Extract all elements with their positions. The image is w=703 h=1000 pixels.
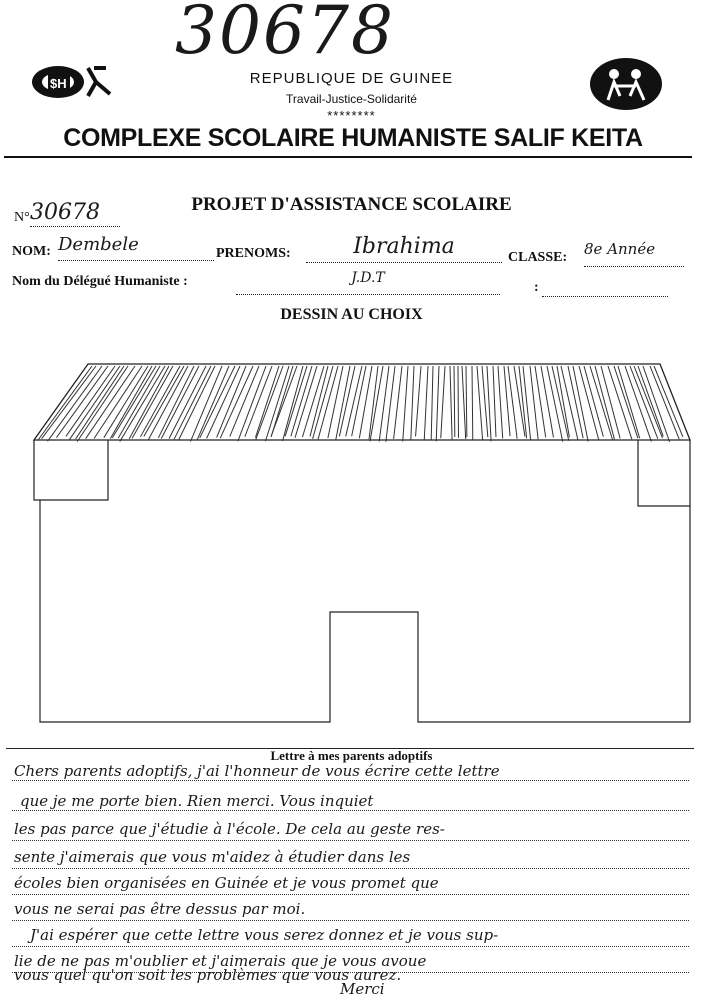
roof-stroke xyxy=(477,366,483,440)
roof-stroke xyxy=(482,366,488,437)
letter-line: J'ai espérer que cette lettre vous serez donnez et je vous sup- xyxy=(30,926,499,944)
roof-stroke xyxy=(454,366,455,437)
roof-stroke xyxy=(39,366,92,439)
roof-stroke xyxy=(190,366,222,442)
roof-stroke xyxy=(411,366,414,440)
ruled-line xyxy=(12,780,689,781)
roof-stroke xyxy=(403,366,408,441)
roof-stroke xyxy=(579,366,599,440)
delegue-field: J.D.T xyxy=(236,270,500,295)
roof-stroke xyxy=(120,366,165,442)
school-name: COMPLEXE SCOLAIRE HUMANISTE SALIF KEITA xyxy=(63,124,643,152)
roof-stroke xyxy=(118,366,160,438)
roof-stroke xyxy=(436,366,439,441)
roof-stroke xyxy=(291,366,312,436)
roof-stroke xyxy=(217,366,246,438)
republic-title: REPUBLIQUE DE GUINEE xyxy=(249,70,454,87)
ruled-line xyxy=(12,868,689,869)
roof-stroke xyxy=(424,366,428,440)
letter-line: lie de ne pas m'oublier et j'aimerais que je vous avoue xyxy=(14,952,427,970)
roof-stroke xyxy=(541,366,553,437)
roof-stroke xyxy=(458,366,459,438)
roof-stroke xyxy=(519,366,527,438)
project-title: PROJET D'ASSISTANCE SCOLAIRE xyxy=(191,194,512,215)
letter-line: sente j'aimerais que vous m'aidez à étudier dans les xyxy=(14,848,411,866)
roof-stroke xyxy=(431,366,433,441)
roof-stroke xyxy=(498,366,503,438)
letter-line: vous ne serai pas être dessus par moi. xyxy=(14,900,306,918)
prenoms-label: PRENOMS: xyxy=(216,246,291,261)
letter-title: Lettre à mes parents adoptifs xyxy=(270,748,433,763)
ruled-line xyxy=(12,920,689,921)
ruled-line xyxy=(12,894,689,895)
roof-stroke xyxy=(472,366,473,440)
roof-stroke xyxy=(207,366,240,438)
prenoms-field: Ibrahima xyxy=(306,234,502,263)
roof-stroke xyxy=(66,366,115,436)
roof-stroke xyxy=(230,366,259,437)
roof-stroke xyxy=(245,366,272,437)
roof-stroke xyxy=(493,366,496,437)
motto: Travail-Justice-Solidarité xyxy=(286,92,417,106)
delegue-label: Nom du Délégué Humaniste : xyxy=(12,274,188,289)
letter-line: que je me porte bien. Rien merci. Vous inquiet xyxy=(20,792,374,810)
number-label: N° xyxy=(14,210,30,225)
classe-field: 8e Année xyxy=(584,240,684,267)
roof-stroke xyxy=(285,366,307,436)
roof-stroke xyxy=(462,366,466,439)
number-field: 30678 xyxy=(30,200,120,227)
roof-stroke xyxy=(42,366,96,439)
roof-stroke xyxy=(466,366,467,437)
roof-stroke xyxy=(238,366,266,441)
letter-line: vous quel qu'on soit les problèmes que vous aurez. xyxy=(14,966,402,984)
nom-field: Dembele xyxy=(58,234,214,261)
letter-line: Merci xyxy=(340,980,385,998)
drawing-title: DESSIN AU CHOIX xyxy=(280,306,423,323)
letter-line: Chers parents adoptifs, j'ai l'honneur de vous écrire cette lettre xyxy=(14,762,500,780)
letter-line: les pas parce que j'étudie à l'école. De cela au geste res- xyxy=(14,820,445,838)
roof-stroke xyxy=(178,366,215,441)
classe-label: CLASSE: xyxy=(508,250,568,265)
ruled-line xyxy=(12,840,689,841)
letter-line: écoles bien organisées en Guinée et je vous promet que xyxy=(14,874,439,892)
roof-stroke xyxy=(77,366,128,442)
ruled-line xyxy=(12,946,689,947)
nom-label: NOM: xyxy=(12,244,51,259)
roof-stroke xyxy=(339,366,355,436)
svg-text:$H: $H xyxy=(50,76,67,91)
ruled-line xyxy=(12,810,689,811)
roof-stroke xyxy=(169,366,206,439)
roof-stroke xyxy=(441,366,445,438)
roof-stroke xyxy=(416,366,421,436)
roof-stroke xyxy=(638,366,663,436)
roof-stroke xyxy=(394,366,402,439)
stamp-number: 30678 xyxy=(175,0,395,69)
roof-stroke xyxy=(450,366,452,440)
stars: ******** xyxy=(327,108,376,123)
roof-stroke xyxy=(310,366,328,437)
delegue-colon: : xyxy=(534,280,539,295)
roof-stroke xyxy=(255,366,279,438)
